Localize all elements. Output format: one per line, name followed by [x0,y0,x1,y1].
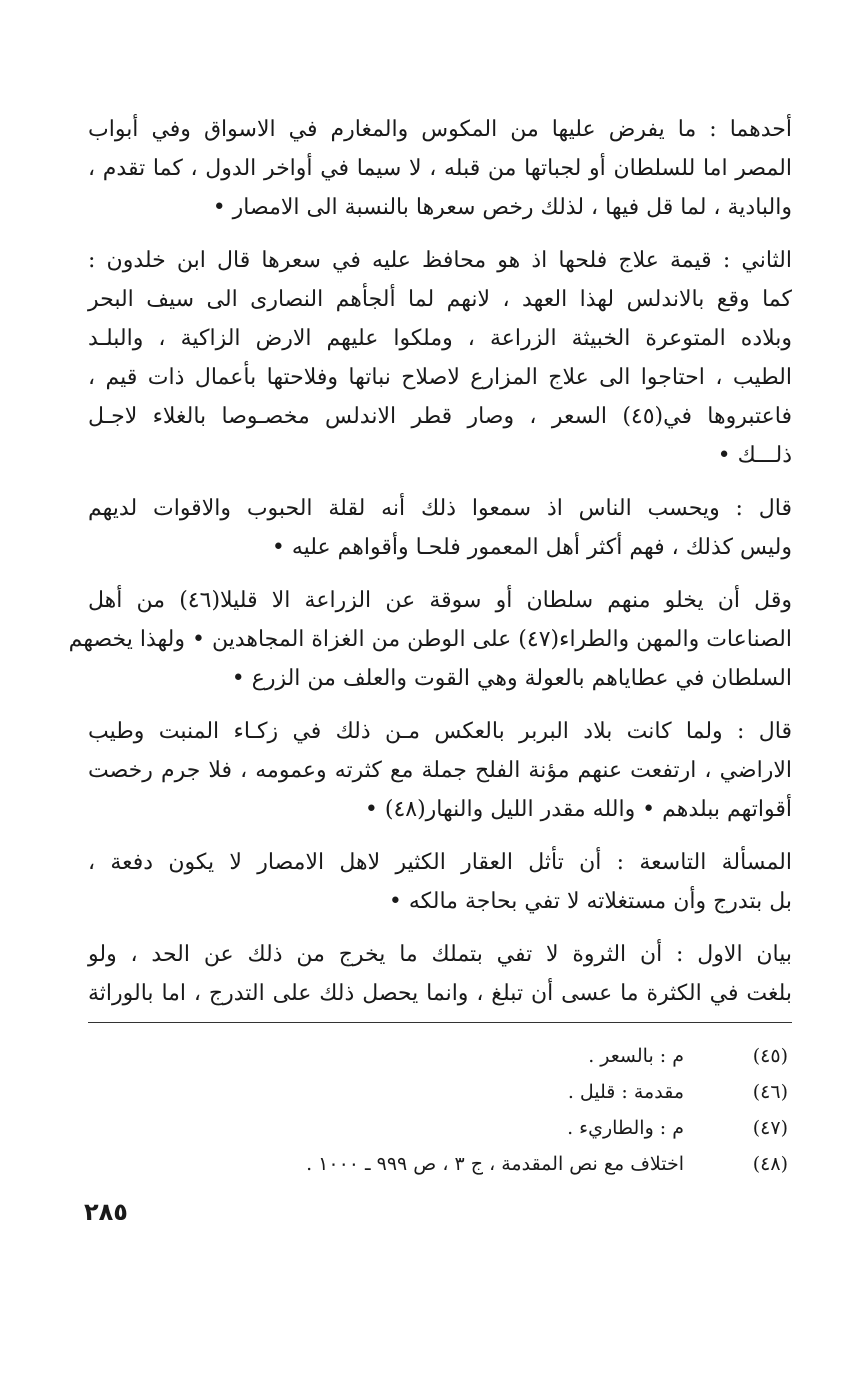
footnote-text: اختلاف مع نص المقدمة ، ج ٣ ، ص ٩٩٩ ـ ١٠٠٠ . [306,1153,684,1175]
paragraph [88,712,792,829]
text-line: قال : ولما كانت بلاد البربر بالعكس مـن ذلك في زكـاء المنبت وطيب [88,719,792,744]
footnote [88,1110,792,1146]
text-line: الصناعات والمهن والطراء(٤٧) على الوطن من الغزاة المجاهدين • ولهذا يخصهم [68,627,792,652]
text-line: وليس كذلك ، فهم أكثر أهل المعمور فلحـا وأقواهم عليه • [271,535,792,560]
footnote-number: (٤٨) [752,1153,788,1175]
text-line: المصر اما للسلطان أو لجباتها من قبله ، لا سيما في أواخر الدول ، كما تقدم ، [88,156,792,181]
text-line: قال : ويحسب الناس اذ سمعوا ذلك أنه لقلة الحبوب والاقوات لديهم [88,496,792,521]
paragraph [88,489,792,567]
text-line: أقواتهم ببلدهم • والله مقدر الليل والنهار(٤٨) • [364,797,792,822]
text-line: السلطان في عطاياهم بالعولة وهي القوت والعلف من الزرع • [231,666,792,691]
text-line: كما وقع بالاندلس لهذا العهد ، لانهم لما ألجأهم النصارى الى سيف البحر [88,287,792,312]
paragraph [88,110,792,227]
footnote [88,1146,792,1182]
text-line: بلغت في الكثرة ما عسى أن تبلغ ، وانما يحصل ذلك على التدرج ، اما بالوراثة [88,981,792,1006]
text-line: الطيب ، احتاجوا الى علاج المزارع لاصلاح نباتها وفلاحتها بأعمال ذات قيم ، [88,365,792,390]
text-line: أحدهما : ما يفرض عليها من المكوس والمغارم في الاسواق وفي أبواب [88,117,792,142]
footnote-text: م : بالسعر . [588,1045,684,1067]
footnote [88,1074,792,1110]
footnote [88,1038,792,1074]
text-line: ذلـــك • [717,443,792,468]
footnote-text: م : والطاريء . [567,1117,684,1139]
paragraph [88,241,792,475]
text-line: بيان الاول : أن الثروة لا تفي بتملك ما يخرج من ذلك عن الحد ، ولو [88,942,792,967]
text-line: الثاني : قيمة علاج فلحها اذ هو محافظ عليه في سعرها قال ابن خلدون : [88,248,792,273]
footnote-number: (٤٦) [752,1081,788,1103]
main-text [68,110,792,1027]
text-line: وقل أن يخلو منهم سلطان أو سوقة عن الزراعة الا قليلا(٤٦) من أهل [88,588,792,613]
text-line: وبلاده المتوعرة الخبيثة الزراعة ، وملكوا عليهم الارض الزاكية ، والبلـد [88,326,792,351]
paragraph [88,935,792,1013]
text-line: الاراضي ، ارتفعت عنهم مؤنة الفلح جملة مع كثرته وعمومه ، فلا جرم رخصت [88,758,792,783]
footnote-text: مقدمة : قليل . [567,1081,684,1103]
paragraph [88,843,792,921]
paragraph [68,581,792,698]
text-line: المسألة التاسعة : أن تأثل العقار الكثير لاهل الامصار لا يكون دفعة ، [88,850,792,875]
text-line: فاعتبروها في(٤٥) السعر ، وصار قطر الاندلس مخصـوصا بالغلاء لاجـل [88,404,792,429]
footnotes [88,1038,792,1182]
footnote-divider [88,1022,792,1023]
footnote-number: (٤٧) [752,1117,788,1139]
text-line: بل بتدرج وأن مستغلاته لا تفي بحاجة مالكه • [388,889,792,914]
text-line: والبادية ، لما قل فيها ، لذلك رخص سعرها بالنسبة الى الامصار • [212,195,792,220]
footnote-number: (٤٥) [752,1045,788,1067]
page-number: ٢٨٥ [84,1198,128,1226]
